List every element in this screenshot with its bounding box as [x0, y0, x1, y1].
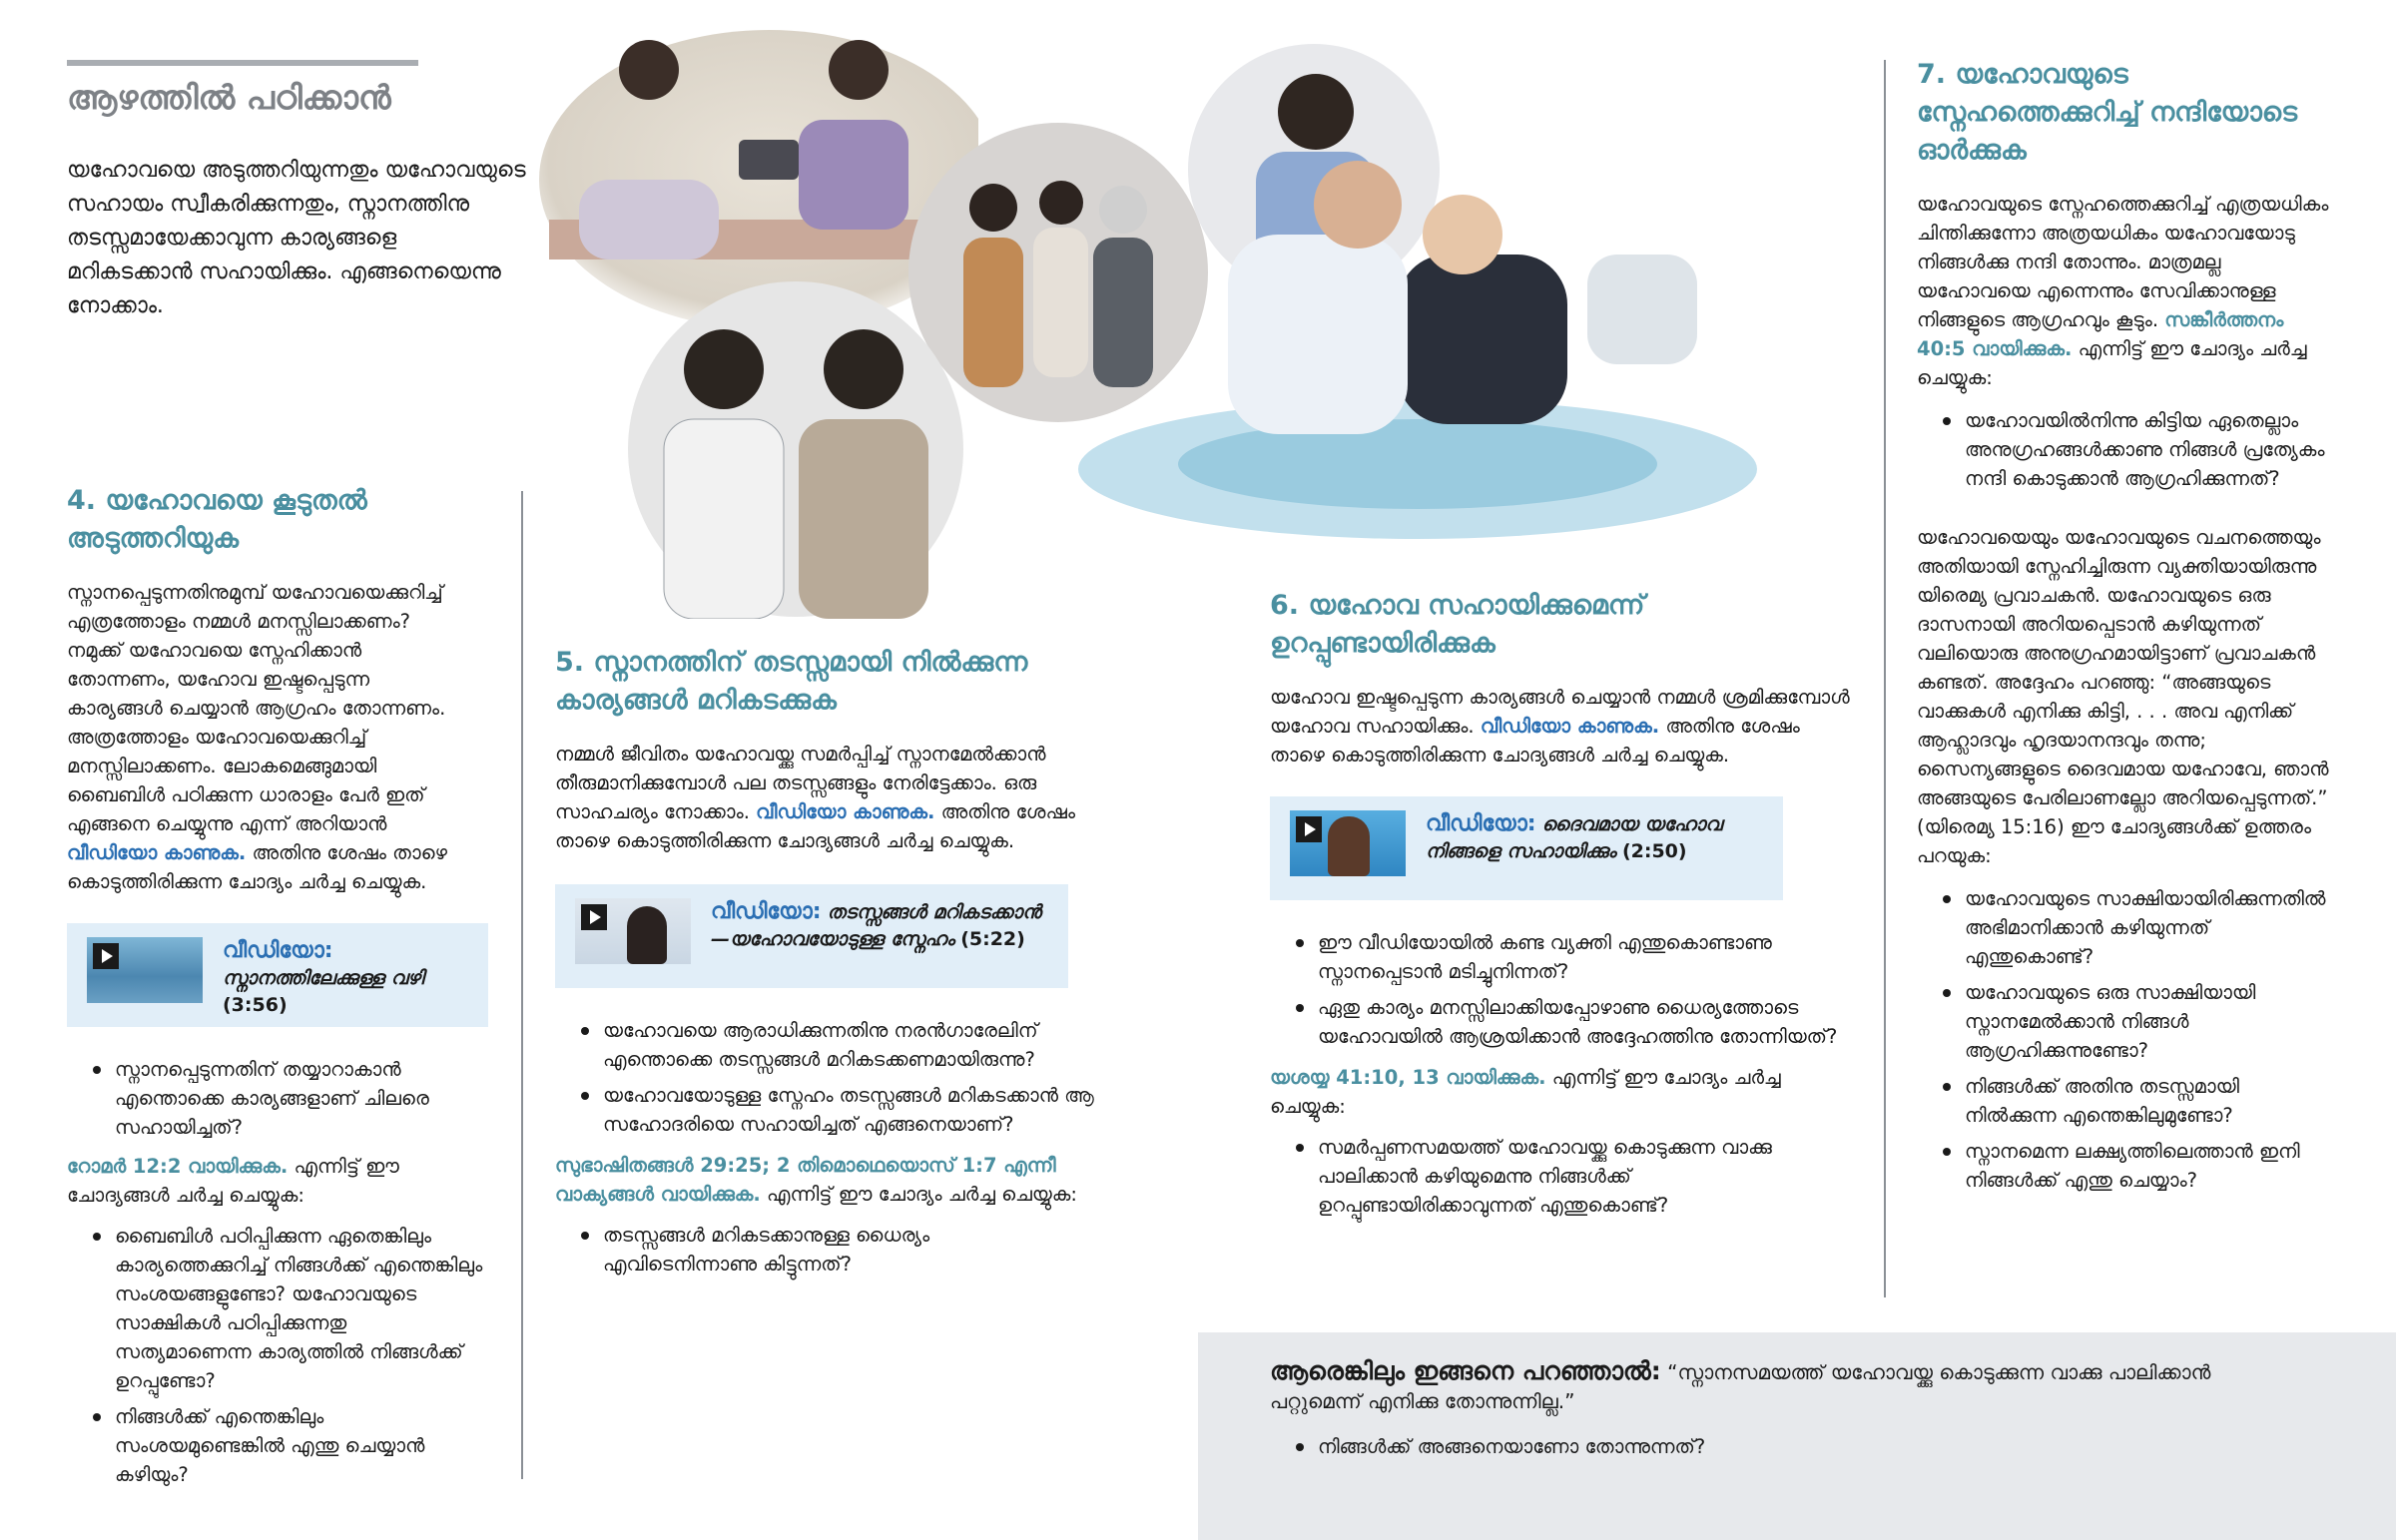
- column-divider: [521, 491, 523, 1479]
- section-7-heading: 7. യഹോവയുടെ സ്നേഹത്തെക്കുറിച്ച് നന്ദിയോടെ ഓർക്കുക: [1917, 59, 2297, 166]
- section-6-video-title: വീഡിയോ: ദൈവമായ യഹോവ നിങ്ങളെ സഹായിക്കും (2:50): [1426, 811, 1722, 862]
- section-5-heading: 5. സ്നാനത്തിന് തടസ്സമായി നിൽക്കുന്ന കാര്യങ്ങൾ മറികടക്കുക: [555, 647, 1028, 716]
- section-5-question-list-2: [555, 1221, 1074, 1279]
- list-item: യഹോവയുടെ സാക്ഷിയായിരിക്കുന്നതിൽ അഭിമാനിക്കാൻ കഴിയുന്നത് എന്തുകൊണ്ട്?: [1917, 884, 2336, 971]
- section-6-question-list-2: [1270, 1133, 1829, 1220]
- section-5-video-link[interactable]: വീഡിയോ കാണുക.: [756, 800, 935, 823]
- section-4-video-title: വീഡിയോ: സ്നാനത്തിലേക്കുള്ള വഴി (3:56): [223, 938, 424, 1016]
- list-item: നിങ്ങൾക്ക് അങ്ങനെയാണോ തോന്നുന്നത്?: [1270, 1432, 2168, 1461]
- list-item: യഹോവയോടുള്ള സ്നേഹം തടസ്സങ്ങൾ മറികടക്കാൻ ആ സഹോദരിയെ സഹായിച്ചത് എങ്ങനെയാണ്?: [555, 1081, 1124, 1139]
- someone-says-box: [1198, 1332, 2396, 1540]
- someone-says-text: ആരെങ്കിലും ഇങ്ങനെ പറഞ്ഞാൽ: “സ്നാനസമയത്ത് യഹോവയ്ക്കു കൊടുക്കുന്ന വാക്കു പാലിക്കാൻ പറ്റുമെന്ന് എനിക്കു തോന്നുന്നില്ല.”: [1270, 1356, 2211, 1413]
- list-item: ഈ വീഡിയോയിൽ കണ്ട വ്യക്തി എന്തുകൊണ്ടാണു സ്നാനപ്പെടാൻ മടിച്ചുനിന്നത്?: [1270, 928, 1859, 986]
- baptism-illustration: [1068, 135, 1767, 574]
- list-item: ഏതു കാര്യം മനസ്സിലാക്കിയപ്പോഴാണു ധൈര്യത്തോടെ യഹോവയിൽ ആശ്രയിക്കാൻ അദ്ദേഹത്തിനു തോന്നിയത്?: [1270, 993, 1859, 1051]
- section-4-video-box[interactable]: [67, 923, 488, 1027]
- section-7-question-list: [1917, 406, 2336, 493]
- list-item: സമർപ്പണസമയത്ത് യഹോവയ്ക്കു കൊടുക്കുന്ന വാക്കു പാലിക്കാൻ കഴിയുമെന്നു നിങ്ങൾക്ക് ഉറപ്പുണ്ടായിരിക്കാവുന്നത് എന്തുകൊണ്ട്?: [1270, 1133, 1829, 1220]
- column-divider: [1884, 60, 1886, 1297]
- section-6-question-list: [1270, 928, 1859, 1051]
- section-5-text: നമ്മൾ ജീവിതം യഹോവയ്ക്കു സമർപ്പിച്ച് സ്നാനമേൽക്കാൻ തീരുമാനിക്കുമ്പോൾ പല തടസ്സങ്ങളും നേരിട്ടേക്കാം. ഒരു സാഹചര്യം നോക്കാം. വീഡിയോ കാണുക. അതിനു ശേഷം താഴെ കൊടുത്തിരിക്കുന്ന ചോദ്യങ്ങൾ ചർച്ച ചെയ്യുക.: [555, 743, 1076, 852]
- play-icon[interactable]: [581, 904, 607, 930]
- section-4-video-link[interactable]: വീഡിയോ കാണുക.: [67, 841, 247, 864]
- list-item: യഹോവയിൽനിന്നു കിട്ടിയ ഏതെല്ലാം അനുഗ്രഹങ്ങൾക്കാണു നിങ്ങൾ പ്രത്യേകം നന്ദി കൊടുക്കാൻ ആഗ്രഹിക്കുന്നത്?: [1917, 406, 2336, 493]
- section-5-question-list: [555, 1016, 1124, 1139]
- list-item: സ്നാനമെന്ന ലക്ഷ്യത്തിലെത്താൻ ഇനി നിങ്ങൾക്ക് എന്തു ചെയ്യാം?: [1917, 1137, 2336, 1195]
- section-6-reading: യശയ്യ 41:10, 13 വായിക്കുക. എന്നിട്ട് ഈ ചോദ്യം ചർച്ച ചെയ്യുക:: [1270, 1066, 1781, 1118]
- section-4-text: സ്നാനപ്പെടുന്നതിനുമുമ്പ് യഹോവയെക്കുറിച്ച് എത്രത്തോളം നമ്മൾ മനസ്സിലാക്കണം? നമുക്ക് യഹോവയെ സ്നേഹിക്കാൻ തോന്നണം, യഹോവ ഇഷ്ടപ്പെടുന്ന കാര്യങ്ങൾ ചെയ്യാൻ ആഗ്രഹം തോന്നണം. അത്രത്തോളം യഹോവയെക്കുറിച്ച് മനസ്സിലാക്കണം. ലോകമെങ്ങുമായി ബൈബിൾ പഠിക്കുന്ന ധാരാളം പേർ ഇത് എങ്ങനെ ചെയ്യുന്നു എന്ന് അറിയാൻ വീഡിയോ കാണുക. അതിനു ശേഷം താഴെ കൊടുത്തിരിക്കുന്ന ചോദ്യം ചർച്ച ചെയ്യുക.: [67, 581, 448, 893]
- intro-title: ആഴത്തിൽ പഠിക്കാൻ: [67, 78, 391, 117]
- intro-rule: [67, 60, 418, 66]
- play-icon[interactable]: [1296, 816, 1322, 842]
- list-item: നിങ്ങൾക്ക് അതിനു തടസ്സമായി നിൽക്കുന്ന എന്തെങ്കിലുമുണ്ടോ?: [1917, 1072, 2336, 1130]
- section-5-reading: സുഭാഷിതങ്ങൾ 29:25; 2 തിമൊഥെയൊസ് 1:7 എന്നീ വാക്യങ്ങൾ വായിക്കുക. എന്നിട്ട് ഈ ചോദ്യം ചർച്ച ചെയ്യുക:: [555, 1154, 1077, 1206]
- list-item: സ്നാനപ്പെടുന്നതിന് തയ്യാറാകാൻ എന്തൊക്കെ കാര്യങ്ങളാണ് ചിലരെ സഹായിച്ചത്?: [67, 1055, 486, 1142]
- section-6-text: യഹോവ ഇഷ്ടപ്പെടുന്ന കാര്യങ്ങൾ ചെയ്യാൻ നമ്മൾ ശ്രമിക്കുമ്പോൾ യഹോവ സഹായിക്കും. വീഡിയോ കാണുക. അതിനു ശേഷം താഴെ കൊടുത്തിരിക്കുന്ന ചോദ്യങ്ങൾ ചർച്ച ചെയ്യുക.: [1270, 686, 1850, 767]
- section-5-video-title: വീഡിയോ: തടസ്സങ്ങൾ മറികടക്കാൻ—യഹോവയോടുള്ള സ്നേഹം (5:22): [711, 899, 1041, 950]
- section-4-heading: 4. യഹോവയെ കൂടുതൽ അടുത്തറിയുക: [67, 485, 367, 554]
- play-icon[interactable]: [93, 943, 119, 969]
- section-7-text: യഹോവയുടെ സ്നേഹത്തെക്കുറിച്ച് എത്രയധികം ചിന്തിക്കുന്നോ അത്രയധികം യഹോവയോടു നിങ്ങൾക്കു നന്ദി തോന്നും. മാത്രമല്ല യഹോവയെ എന്നെന്നും സേവിക്കാനുള്ള നിങ്ങളുടെ ആഗ്രഹവും കൂടും. സങ്കീർത്തനം 40:5 വായിക്കുക. എന്നിട്ട് ഈ ചോദ്യം ചർച്ച ചെയ്യുക:: [1917, 193, 2329, 389]
- section-6-video-box[interactable]: [1270, 796, 1783, 900]
- section-4-question-list: [67, 1055, 486, 1142]
- section-5-video-box[interactable]: [555, 884, 1068, 988]
- list-item: നിങ്ങൾക്ക് എന്തെങ്കിലും സംശയമുണ്ടെങ്കിൽ എന്തു ചെയ്യാൻ കഴിയും?: [67, 1402, 486, 1489]
- video-thumbnail[interactable]: [575, 898, 691, 964]
- section-7-text-2: യഹോവയെയും യഹോവയുടെ വചനത്തെയും അതിയായി സ്നേഹിച്ചിരുന്ന വ്യക്തിയായിരുന്നു യിരെമ്യ പ്രവാചകൻ. യഹോവയുടെ ഒരു ദാസനായി അറിയപ്പെടാൻ കഴിയുന്നത് വലിയൊരു അനുഗ്രഹമായിട്ടാണ് പ്രവാചകൻ കണ്ടത്. അദ്ദേഹം പറഞ്ഞു: “അങ്ങയുടെ വാക്കുകൾ എനിക്കു കിട്ടി, . . . അവ എനിക്ക് ആഹ്ലാദവും ഹൃദയാനന്ദവും തന്നു; സൈന്യങ്ങളുടെ ദൈവമായ യഹോവേ, ഞാൻ അങ്ങയുടെ പേരിലാണല്ലോ അറിയപ്പെടുന്നത്.” (യിരെമ്യ 15:16) ഈ ചോദ്യങ്ങൾക്ക് ഉത്തരം പറയുക:: [1917, 526, 2329, 867]
- section-4-question-list-2: [67, 1222, 486, 1489]
- coworkers-illustration: [624, 279, 968, 619]
- list-item: യഹോവയെ ആരാധിക്കുന്നതിനു നരൻഗാരേലിന് എന്തൊക്കെ തടസ്സങ്ങൾ മറികടക്കണമായിരുന്നു?: [555, 1016, 1124, 1074]
- video-thumbnail[interactable]: [87, 937, 203, 1003]
- list-item: ബൈബിൾ പഠിപ്പിക്കുന്ന ഏതെങ്കിലും കാര്യത്തെക്കുറിച്ച് നിങ്ങൾക്ക് എന്തെങ്കിലും സംശയങ്ങളുണ്ടോ? യഹോവയുടെ സാക്ഷികൾ പഠിപ്പിക്കുന്നതു സത്യമാണെന്ന കാര്യത്തിൽ നിങ്ങൾക്ക് ഉറപ്പുണ്ടോ?: [67, 1222, 486, 1395]
- section-4-reading: റോമർ 12:2 വായിക്കുക. എന്നിട്ട് ഈ ചോദ്യങ്ങൾ ചർച്ച ചെയ്യുക:: [67, 1155, 399, 1207]
- someone-says-question-list: [1270, 1432, 2168, 1468]
- section-7-question-list-2: [1917, 884, 2336, 1195]
- list-item: യഹോവയുടെ ഒരു സാക്ഷിയായി സ്നാനമേൽക്കാൻ നിങ്ങൾ ആഗ്രഹിക്കുന്നുണ്ടോ?: [1917, 978, 2336, 1065]
- section-6-heading: 6. യഹോവ സഹായിക്കുമെന്ന് ഉറപ്പുണ്ടായിരിക്കുക: [1270, 590, 1645, 659]
- intro-text: യഹോവയെ അടുത്തറിയുന്നതും യഹോവയുടെ സഹായം സ്വീകരിക്കുന്നതും, സ്നാനത്തിനു തടസ്സമായേക്കാവുന്ന കാര്യങ്ങളെ മറികടക്കാൻ സഹായിക്കും. എങ്ങനെയെന്നു നോക്കാം.: [67, 158, 526, 318]
- list-item: തടസ്സങ്ങൾ മറികടക്കാനുള്ള ധൈര്യം എവിടെനിന്നാണു കിട്ടുന്നത്?: [555, 1221, 1074, 1279]
- video-thumbnail[interactable]: [1290, 810, 1406, 876]
- section-6-video-link[interactable]: വീഡിയോ കാണുക.: [1480, 715, 1660, 738]
